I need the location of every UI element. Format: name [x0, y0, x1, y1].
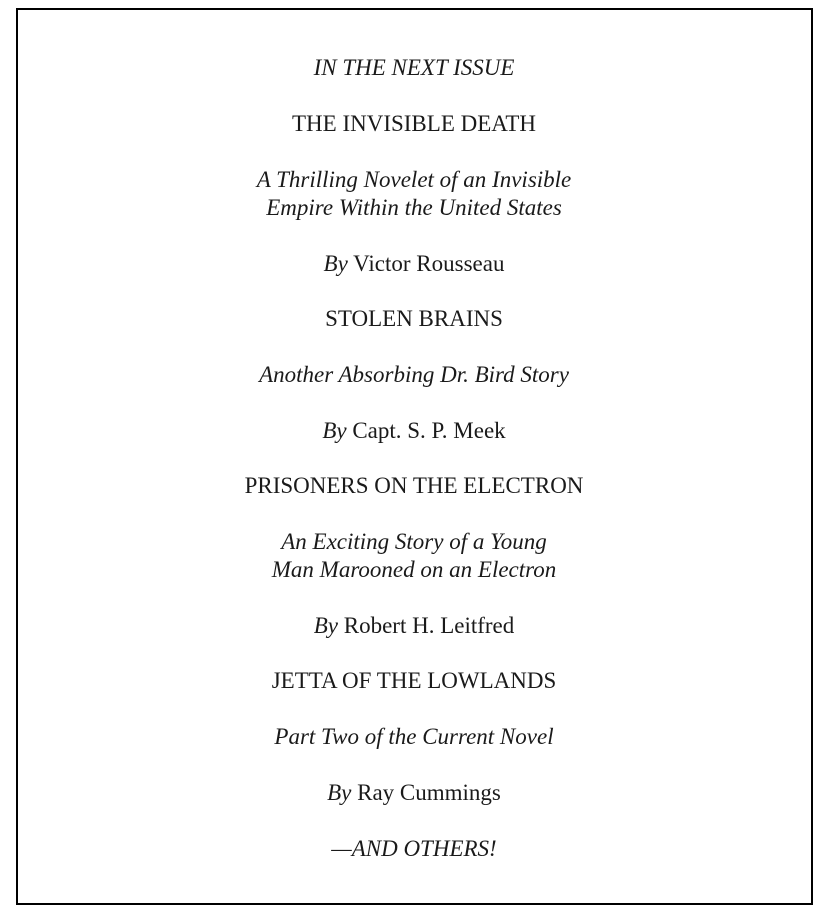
- story-title: THE INVISIBLE DEATH: [291, 111, 536, 136]
- story-blurb-line: Empire Within the United States: [266, 195, 562, 220]
- story-title: STOLEN BRAINS: [325, 306, 503, 331]
- header-next-issue: IN THE NEXT ISSUE: [313, 55, 515, 80]
- story-author: Victor Rousseau: [353, 251, 505, 276]
- story-blurb: [0, 723, 828, 751]
- story-byline: [0, 779, 828, 807]
- story-author: Robert H. Leitfred: [343, 613, 515, 638]
- by-prefix: By: [322, 418, 347, 443]
- story-byline: [0, 250, 828, 278]
- story-blurb: [0, 166, 828, 222]
- by-prefix: By: [313, 613, 338, 638]
- story-blurb: [0, 361, 828, 389]
- footer-and-others: —AND OTHERS!: [331, 836, 497, 861]
- story-blurb: [0, 528, 828, 584]
- story-title: JETTA OF THE LOWLANDS: [271, 668, 557, 693]
- story-blurb-line: A Thrilling Novelet of an Invisible: [256, 167, 572, 192]
- story-blurb-line: Part Two of the Current Novel: [274, 724, 554, 749]
- story-author: Ray Cummings: [357, 780, 501, 805]
- by-prefix: By: [323, 251, 348, 276]
- by-prefix: By: [327, 780, 352, 805]
- page-border: [16, 8, 813, 905]
- story-byline: [0, 417, 828, 445]
- story-byline: [0, 612, 828, 640]
- story-title: PRISONERS ON THE ELECTRON: [244, 473, 584, 498]
- story-blurb-line: Man Marooned on an Electron: [271, 557, 557, 582]
- story-blurb-line: Another Absorbing Dr. Bird Story: [259, 362, 569, 387]
- story-author: Capt. S. P. Meek: [352, 418, 506, 443]
- story-blurb-line: An Exciting Story of a Young: [281, 529, 547, 554]
